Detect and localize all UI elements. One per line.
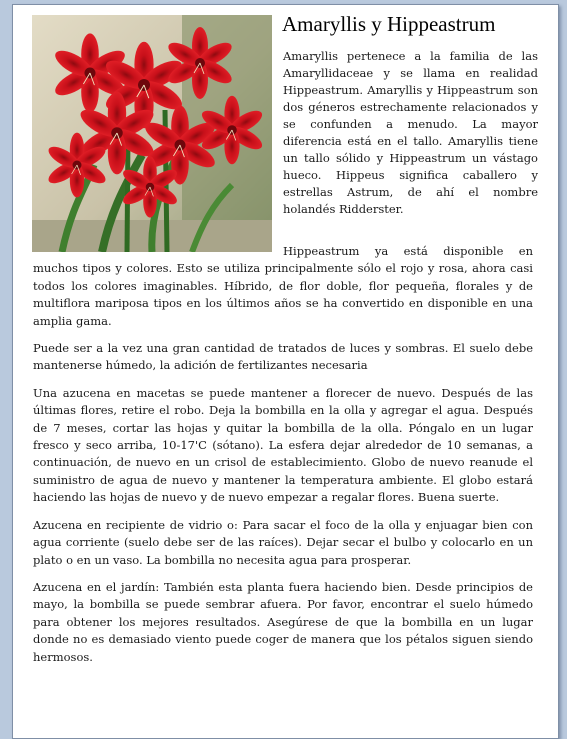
document-page [12, 4, 559, 739]
paragraph-4: Azucena en recipiente de vidrio o: Para sacar el foco de la olla y enjuagar bien con agua corriente (suelo debe ser de las raíces). Dejar secar el bulbo y colocarlo en un plato o en un vaso. La bombilla no necesita agua para prosperar. [33, 517, 533, 567]
intro-paragraph: Amaryllis pertenece a la familia de las Amaryllidaceae y se llama en realidad Hippeastrum. Amaryllis y Hippeastrum son dos géneros estrechamente relacionados y se confunden a menudo. La mayor diferencia está en el tallo. Amaryllis tiene un tallo sólido y Hippeastrum un vástago hueco. Hippeus significa caballero y estrellas Astrum, de ahí el nombre holandés Ridderster. [283, 49, 538, 216]
paragraph-5: Azucena en el jardín: También esta planta fuera haciendo bien. Desde principios de mayo, la bombilla se puede sembrar afuera. Por favor, encontrar el suelo húmedo para obtener los mejores resultados. Asegúrese de que la bombilla en un lugar donde no es demasiado viento puede coger de manera que los pétalos siguen siendo hermosos. [33, 579, 533, 664]
red-amaryllis-flowers-photo [32, 15, 272, 252]
paragraph-1: Hippeastrum ya está disponible en muchos tipos y colores. Esto se utiliza principalmente sólo el rojo y rosa, ahora casi todos los colores imaginables. Híbrido, de flor doble, flor pequeña, florales y de multiflora mariposa tipos en los últimos años se ha convertido en disponible en una amplia gama. [33, 244, 533, 328]
amaryllis-photo [32, 15, 272, 252]
paragraph-2: Puede ser a la vez una gran cantidad de tratados de luces y sombras. El suelo debe mantenerse húmedo, la adición de fertilizantes necesaria [33, 341, 533, 373]
document-title: Amaryllis y Hippeastrum [282, 12, 496, 36]
paragraph-3: Una azucena en macetas se puede mantener a florecer de nuevo. Después de las últimas flores, retire el robo. Deja la bombilla en la olla y agregar el agua. Después de 7 meses, cortar las hojas y quitar la bombilla de la olla. Póngalo en un lugar fresco y seco arriba, 10-17'C (sótano). La esfera dejar alrededor de 10 semanas, a continuación, de nuevo en un crisol de establecimiento. Globo de nuevo reanude el suministro de agua de nuevo y mantener la temperatura ambiente. El globo estará haciendo las hojas de nuevo y de nuevo empezar a regalar flores. Buena suerte. [33, 385, 533, 505]
document-body [33, 243, 533, 676]
